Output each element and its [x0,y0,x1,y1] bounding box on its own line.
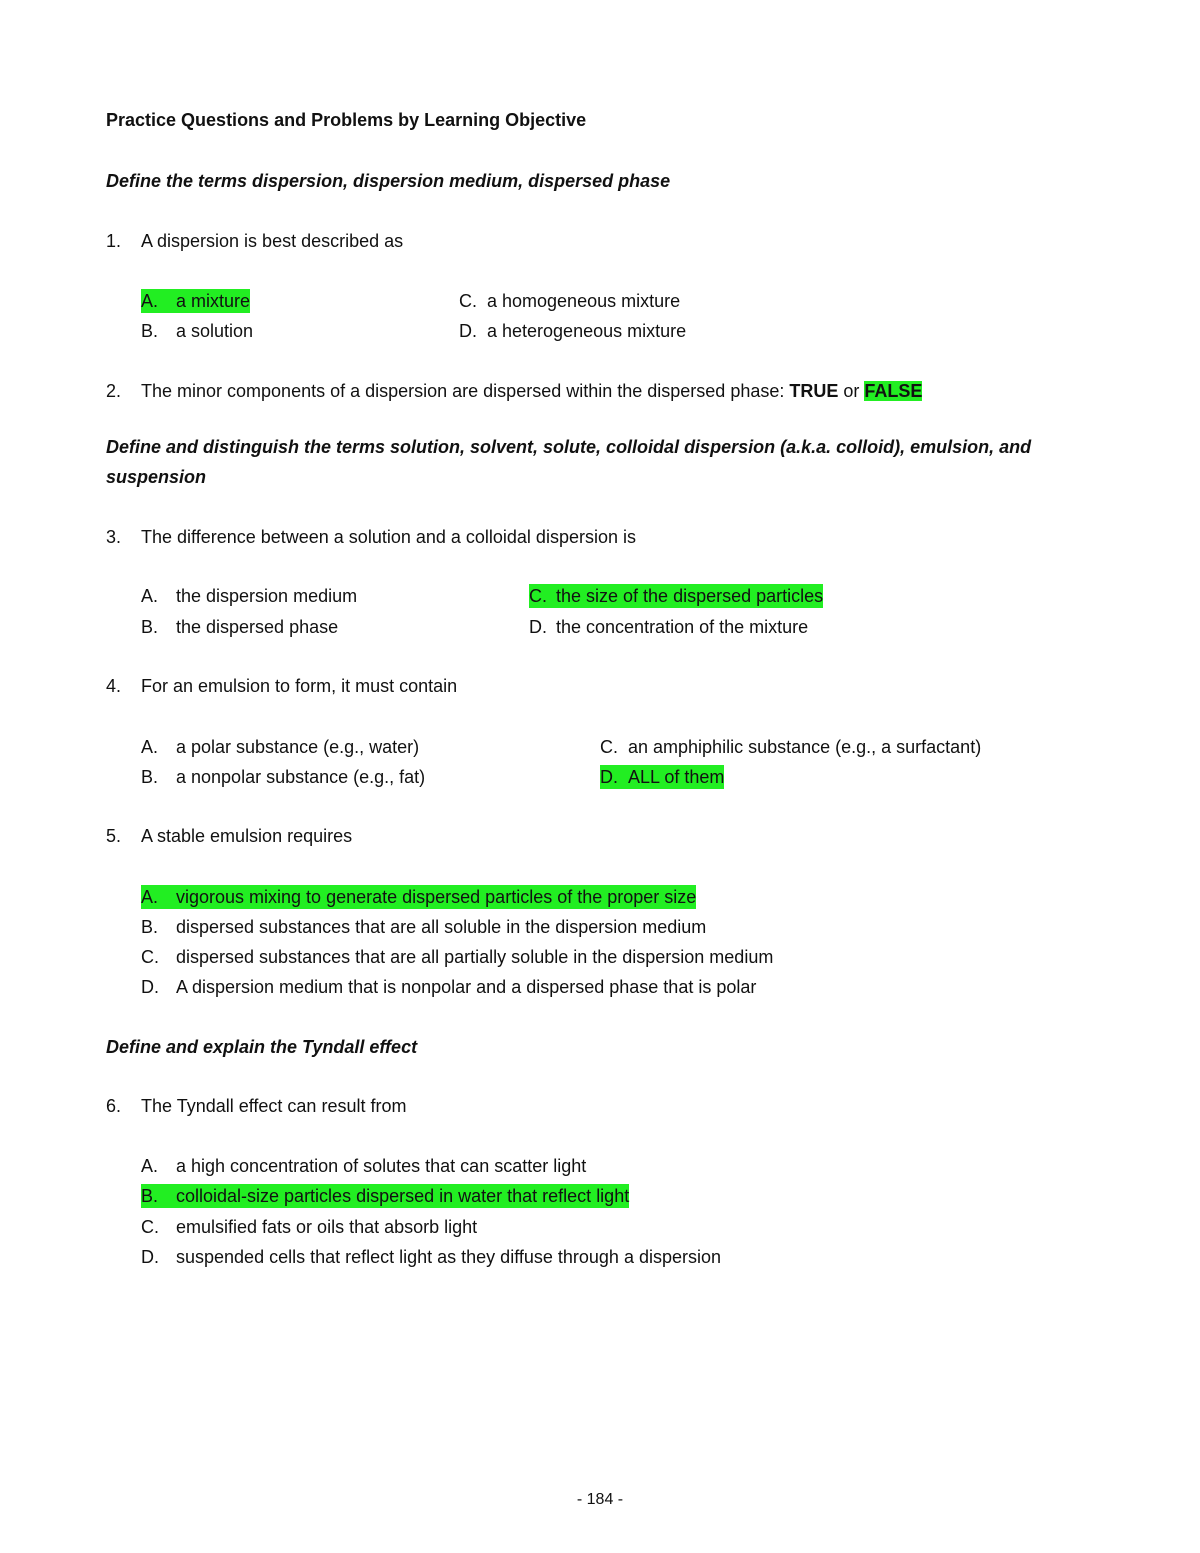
question-text: A stable emulsion requires [141,826,353,846]
answer-option [459,289,680,313]
page-number: - 184 - [576,1491,624,1508]
answer-option [141,615,338,639]
option-text: the concentration of the mixture [556,617,809,637]
question-text: The minor components of a dispersion are dispersed within the dispersed phase: [141,381,785,401]
page-title: Practice Questions and Problems by Learning Objective [106,110,587,130]
option-letter: D. [459,321,477,341]
question-text-row [141,379,922,403]
option-text: a mixture [176,291,251,311]
answer-option [141,1215,477,1239]
answer-option [141,945,773,969]
question-number: 2. [106,381,122,401]
answer-option [141,319,253,343]
objective-heading: Define the terms dispersion, dispersion medium, dispersed phase [106,171,671,191]
option-letter: B. [141,1186,159,1206]
option-letter: A. [141,737,159,757]
option-text: colloidal-size particles dispersed in water that reflect light [176,1186,630,1206]
option-text: dispersed substances that are all partially soluble in the dispersion medium [176,947,774,967]
option-text: a high concentration of solutes that can scatter light [176,1156,587,1176]
option-letter: B. [141,917,159,937]
option-text: A dispersion medium that is nonpolar and a dispersed phase that is polar [176,977,757,997]
question-text: A dispersion is best described as [141,231,404,251]
answer-option-correct [141,289,250,313]
option-letter: D. [141,977,159,997]
answer-option [141,584,357,608]
option-text: ALL of them [628,767,725,787]
option-text: a homogeneous mixture [487,291,681,311]
option-text: dispersed substances that are all soluble in the dispersion medium [176,917,707,937]
option-letter: D. [141,1247,159,1267]
answer-option-correct [529,584,823,608]
question-number: 5. [106,826,122,846]
option-letter: B. [141,767,159,787]
option-letter: A. [141,291,159,311]
question-number: 6. [106,1096,122,1116]
option-letter: C. [141,1217,159,1237]
true-option: TRUE [789,381,839,401]
option-text: suspended cells that reflect light as they diffuse through a dispersion [176,1247,722,1267]
answer-option [529,615,808,639]
option-text: an amphiphilic substance (e.g., a surfactant) [628,737,982,757]
option-letter: D. [529,617,547,637]
question-number: 1. [106,231,122,251]
question-text: The Tyndall effect can result from [141,1096,407,1116]
option-letter: B. [141,321,159,341]
question-number: 4. [106,676,122,696]
answer-option [141,765,425,789]
option-letter: B. [141,617,159,637]
question-text: For an emulsion to form, it must contain [141,676,458,696]
answer-option [141,975,756,999]
question-number: 3. [106,527,122,547]
answer-option [141,915,706,939]
answer-option-correct [141,1184,629,1208]
option-letter: A. [141,586,159,606]
option-text: vigorous mixing to generate dispersed particles of the proper size [176,887,697,907]
answer-option [141,1245,721,1269]
objective-heading: Define and distinguish the terms solution, solvent, solute, colloidal dispersion (a.k.a. colloid), emulsion, and suspension [106,437,1032,487]
option-letter: C. [600,737,618,757]
option-text: a nonpolar substance (e.g., fat) [176,767,426,787]
option-letter: A. [141,887,159,907]
option-letter: C. [459,291,477,311]
answer-option-correct [141,885,696,909]
option-text: the dispersed phase [176,617,339,637]
option-letter: D. [600,767,618,787]
option-text: a heterogeneous mixture [487,321,687,341]
option-text: the size of the dispersed particles [556,586,824,606]
or-text: or [843,381,860,401]
answer-option [141,1154,586,1178]
answer-option [141,735,419,759]
option-text: the dispersion medium [176,586,358,606]
false-option-correct: FALSE [864,381,923,401]
answer-option [600,735,981,759]
option-letter: C. [141,947,159,967]
option-letter: A. [141,1156,159,1176]
option-text: a polar substance (e.g., water) [176,737,420,757]
answer-option [459,319,686,343]
option-text: emulsified fats or oils that absorb light [176,1217,478,1237]
option-letter: C. [529,586,547,606]
question-text: The difference between a solution and a colloidal dispersion is [141,527,636,547]
answer-option-correct [600,765,724,789]
option-text: a solution [176,321,254,341]
objective-heading: Define and explain the Tyndall effect [106,1037,418,1057]
